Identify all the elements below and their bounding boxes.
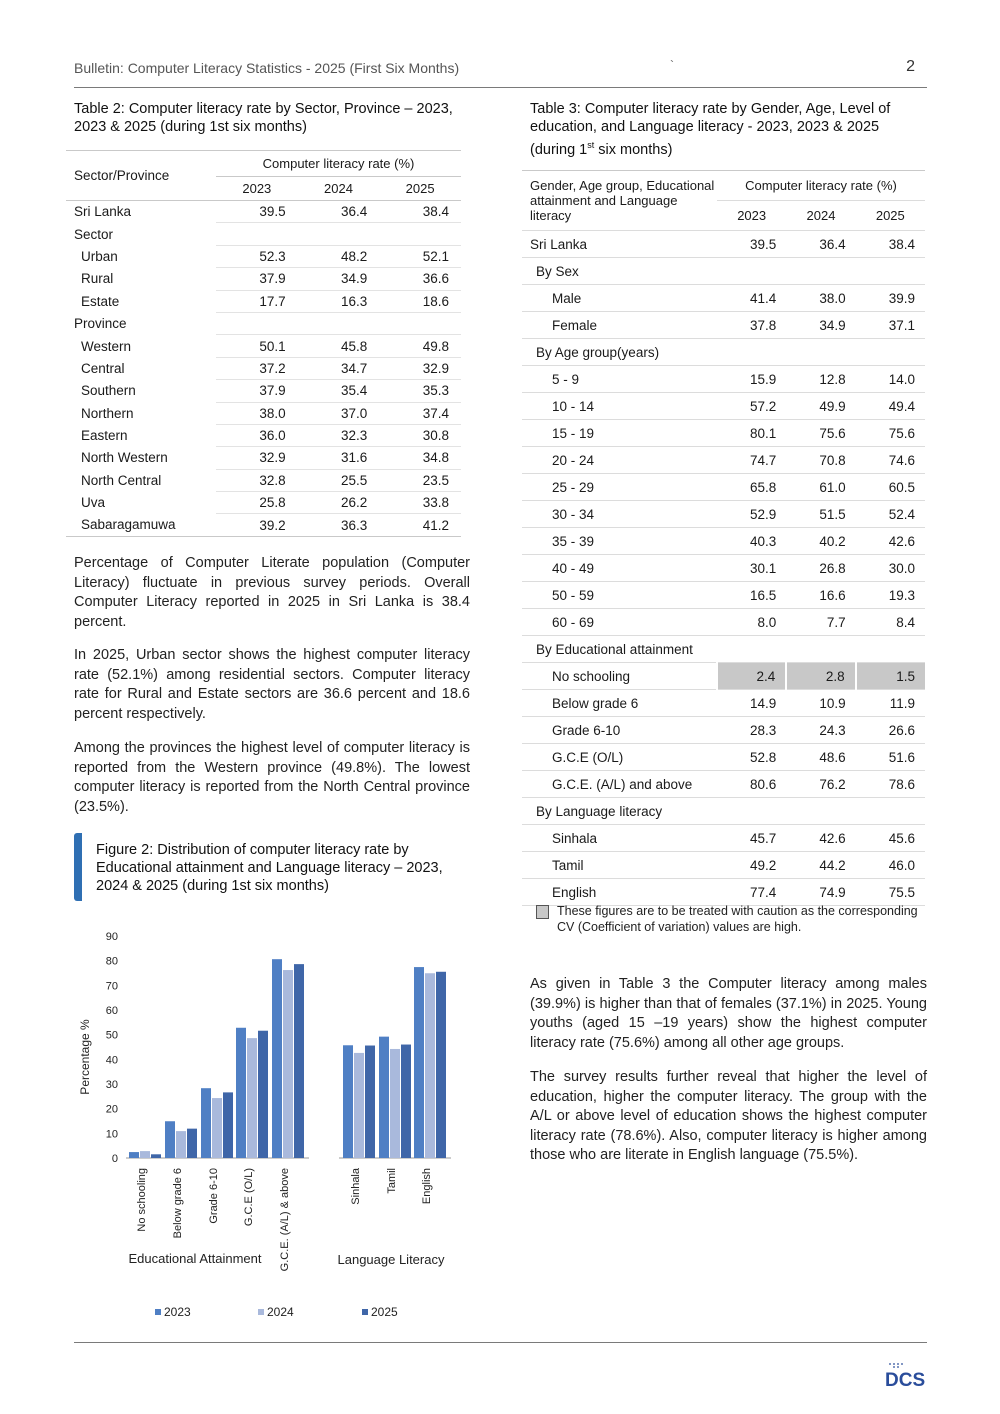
table3-row-label: No schooling [522, 663, 717, 690]
table2-year-2023: 2023 [216, 177, 298, 201]
table3-cell: 2.4 [717, 663, 786, 690]
table2-group-header: Computer literacy rate (%) [216, 151, 461, 177]
caution-note-text: These figures are to be treated with caution as the corresponding CV (Coefficient of variation) values are high. [557, 904, 918, 934]
table2-row [66, 402, 461, 424]
table3-row [522, 285, 925, 312]
table2-cell: 25.8 [216, 492, 298, 514]
footer-divider [74, 1342, 927, 1343]
table2-cell: 31.6 [298, 447, 380, 469]
caution-swatch [536, 905, 549, 919]
table3-cell: 8.4 [856, 609, 925, 636]
table3-cell: 36.4 [786, 231, 855, 258]
bar-2024 [354, 1053, 364, 1158]
category-label: Tamil [386, 1168, 398, 1194]
table3-row [522, 393, 925, 420]
table3-row [522, 663, 925, 690]
table3-cell: 45.6 [856, 825, 925, 852]
table2-cell: 37.0 [298, 402, 380, 424]
table3-row-label: 30 - 34 [522, 501, 717, 528]
table3-cell: 74.9 [786, 879, 855, 906]
table2-cell: 36.4 [298, 201, 380, 223]
table3-row [522, 771, 925, 798]
table3-cell: 52.4 [856, 501, 925, 528]
table3-cell: 51.6 [856, 744, 925, 771]
table3-row [522, 474, 925, 501]
table3-cell: 24.3 [786, 717, 855, 744]
legend-label-2025: 2025 [371, 1305, 398, 1319]
table2-cell: 37.2 [216, 357, 298, 379]
category-label: Grade 6-10 [208, 1168, 220, 1224]
y-tick-label: 30 [105, 1079, 118, 1091]
group-label-education: Educational Attainment [128, 1251, 262, 1266]
table2-cell: 32.9 [216, 447, 298, 469]
table3-cell: 40.2 [786, 528, 855, 555]
table3-cell: 80.6 [717, 771, 786, 798]
table2-cell [216, 223, 298, 245]
legend-swatch-2024 [258, 1309, 264, 1315]
table3-row-label: G.C.E (O/L) [522, 744, 717, 771]
table3-row [522, 447, 925, 474]
table2-row-label: Central [81, 360, 125, 376]
logo-dots [889, 1363, 903, 1368]
table2-row-label: Western [81, 338, 132, 354]
table2-row [66, 223, 461, 245]
table3-cell: 44.2 [786, 852, 855, 879]
table2-row [66, 245, 461, 267]
table2-row-label: Province [74, 316, 127, 332]
category-label: G.C.E (O/L) [243, 1168, 255, 1227]
y-tick-label: 40 [105, 1054, 118, 1067]
table3-row-label: 15 - 19 [522, 420, 717, 447]
table3-row [522, 609, 925, 636]
table2-cell [379, 223, 461, 245]
bar-2024 [283, 970, 293, 1158]
bar-2023 [201, 1088, 211, 1158]
table3-cell: 39.5 [717, 231, 786, 258]
table2-cell: 30.8 [379, 424, 461, 446]
table3-cell: 45.7 [717, 825, 786, 852]
table3-cell: 80.1 [717, 420, 786, 447]
table3-cell: 75.6 [856, 420, 925, 447]
table3-cell: 2.8 [786, 663, 855, 690]
group-label-language: Language Literacy [337, 1252, 445, 1267]
figure2-caption: Figure 2: Distribution of computer literacy rate by Educational attainment and Language literacy – 2023, 2024 & 2025 (during 1st six months) [96, 842, 443, 894]
table3-row-header: Gender, Age group, Educational attainment and Language literacy [522, 171, 717, 231]
table3-cell [717, 798, 786, 825]
logo-dot [889, 1363, 891, 1365]
table2-cell: 32.3 [298, 424, 380, 446]
table3-cell: 37.1 [856, 312, 925, 339]
table2-cell: 36.3 [298, 514, 380, 536]
bulletin-title: Bulletin: Computer Literacy Statistics - 2025 (First Six Months) [74, 60, 460, 76]
dcs-logo [885, 1362, 929, 1388]
table3-cell: 52.8 [717, 744, 786, 771]
bar-2025 [401, 1045, 411, 1158]
table2-row [66, 201, 461, 223]
bar-2024 [425, 973, 435, 1158]
bar-2024 [390, 1049, 400, 1158]
y-tick-label: 60 [105, 1005, 118, 1017]
table3-row [522, 825, 925, 852]
bar-2025 [365, 1046, 375, 1158]
table2-cell [298, 223, 380, 245]
table2-row-label: Estate [81, 293, 120, 309]
table3-cell: 40.3 [717, 528, 786, 555]
bar-2024 [176, 1131, 186, 1158]
category-label: G.C.E. (A/L) & above [279, 1168, 291, 1272]
table2-cell: 52.1 [379, 245, 461, 267]
table3-cell: 42.6 [786, 825, 855, 852]
bar-2025 [294, 964, 304, 1158]
paragraph-province: Among the provinces the highest level of computer literacy is reported from the Western province (49.8%). The lowest computer literacy is reported from the North Central province (23.5%). [74, 740, 470, 815]
table2-row [66, 380, 461, 402]
table2-cell: 25.5 [298, 469, 380, 491]
table2-row [66, 492, 461, 514]
table3-cell: 11.9 [856, 690, 925, 717]
table3-cell: 57.2 [717, 393, 786, 420]
legend-swatch-2023 [155, 1309, 161, 1315]
table2-row-label: North Central [81, 472, 162, 488]
table3-cell [856, 636, 925, 663]
table3-cell: 16.5 [717, 582, 786, 609]
logo-dot [893, 1363, 895, 1365]
table3-cell: 10.9 [786, 690, 855, 717]
table2-row-label: Rural [81, 271, 114, 287]
bar-2023 [379, 1037, 389, 1158]
bar-2023 [165, 1121, 175, 1158]
table3-cell: 52.9 [717, 501, 786, 528]
table3-row-label: 35 - 39 [522, 528, 717, 555]
table3-year-2024: 2024 [786, 201, 855, 231]
table2-cell: 36.6 [379, 268, 461, 290]
table2-cell: 18.6 [379, 290, 461, 312]
table3-cell: 30.0 [856, 555, 925, 582]
bar-2024 [140, 1151, 150, 1158]
table2-row-label: Sri Lanka [74, 204, 132, 220]
table2-cell: 35.4 [298, 380, 380, 402]
table2-cell: 32.8 [216, 469, 298, 491]
table3-row-label: By Educational attainment [522, 636, 717, 663]
table3-year-2025: 2025 [856, 201, 925, 231]
table2-row [66, 424, 461, 446]
table3-caption-text: Table 3: Computer literacy rate by Gender, Age, Level of education, and Language literacy - 2023, 2023 & 2025 (during 1 [530, 101, 891, 158]
y-tick-label: 70 [105, 980, 118, 993]
table2-row [66, 447, 461, 469]
table2-row-label: Northern [81, 405, 134, 421]
bar-2025 [436, 972, 446, 1158]
table2-cell: 26.2 [298, 492, 380, 514]
y-tick-label: 80 [105, 955, 118, 968]
table2-cell: 23.5 [379, 469, 461, 491]
table3-year-2023: 2023 [717, 201, 786, 231]
table3-row [522, 231, 925, 258]
table2 [66, 150, 461, 537]
table3-cell: 78.6 [856, 771, 925, 798]
table3-cell: 14.9 [717, 690, 786, 717]
table3-cell [856, 798, 925, 825]
table3-row-label: 20 - 24 [522, 447, 717, 474]
logo-dot [897, 1366, 899, 1368]
logo-dot [901, 1363, 903, 1365]
table2-cell [379, 312, 461, 334]
table3-row [522, 690, 925, 717]
bar-2023 [414, 967, 424, 1158]
category-label: Sinhala [350, 1168, 362, 1205]
bar-2023 [272, 959, 282, 1158]
table2-cell: 37.4 [379, 402, 461, 424]
table2-cell: 32.9 [379, 357, 461, 379]
table2-row-label: Sector [74, 226, 114, 242]
table3-row-label: 50 - 59 [522, 582, 717, 609]
table3-row [522, 258, 925, 285]
table3-row [522, 501, 925, 528]
paragraph-gender-age: As given in Table 3 the Computer literacy among males (39.9%) is higher than that of females (37.1%) in 2025. Young youths (aged 15 –19 years) show the highest computer literacy rate (75.6%) among all other age groups. [530, 976, 927, 1051]
table2-row-label: Uva [81, 495, 106, 511]
table3-cell: 51.5 [786, 501, 855, 528]
table3-cell: 49.4 [856, 393, 925, 420]
category-label: English [421, 1168, 433, 1205]
table3-row-label: 25 - 29 [522, 474, 717, 501]
table2-cell: 33.8 [379, 492, 461, 514]
table3-cell: 48.6 [786, 744, 855, 771]
table3-cell: 15.9 [717, 366, 786, 393]
table3-cell: 8.0 [717, 609, 786, 636]
table2-cell: 37.9 [216, 380, 298, 402]
table3 [522, 170, 925, 906]
table2-cell: 39.2 [216, 514, 298, 536]
table2-year-2024: 2024 [298, 177, 380, 201]
table3-row-label: Tamil [522, 852, 717, 879]
table3-row [522, 582, 925, 609]
table2-row-label: North Western [81, 450, 168, 466]
table3-cell: 74.7 [717, 447, 786, 474]
table2-cell [298, 312, 380, 334]
table3-row-label: 10 - 14 [522, 393, 717, 420]
y-tick-label: 50 [105, 1029, 118, 1042]
table3-row [522, 528, 925, 555]
table2-year-2025: 2025 [379, 177, 461, 201]
table3-cell: 38.4 [856, 231, 925, 258]
table3-row [522, 555, 925, 582]
table2-row [66, 312, 461, 334]
table2-cell: 39.5 [216, 201, 298, 223]
table2-row-header: Sector/Province [66, 151, 216, 201]
table2-row-label: Urban [81, 248, 118, 264]
table3-cell: 28.3 [717, 717, 786, 744]
table3-cell [717, 258, 786, 285]
table3-row-label: Sri Lanka [522, 231, 717, 258]
table3-cell: 46.0 [856, 852, 925, 879]
table3-cell: 76.2 [786, 771, 855, 798]
table2-cell [216, 312, 298, 334]
y-tick-label: 0 [111, 1153, 118, 1165]
table2-cell: 50.1 [216, 335, 298, 357]
bar-2025 [223, 1092, 233, 1158]
bar-2025 [187, 1129, 197, 1158]
table2-cell: 34.9 [298, 268, 380, 290]
bar-2024 [247, 1038, 257, 1158]
table3-cell: 49.2 [717, 852, 786, 879]
table2-cell: 41.2 [379, 514, 461, 536]
bar-2023 [236, 1028, 246, 1158]
table2-cell: 49.8 [379, 335, 461, 357]
table3-cell: 34.9 [786, 312, 855, 339]
table3-cell: 75.6 [786, 420, 855, 447]
table3-row-label: Sinhala [522, 825, 717, 852]
table3-cell [856, 258, 925, 285]
table3-cell: 14.0 [856, 366, 925, 393]
table2-cell: 35.3 [379, 380, 461, 402]
figure2-chart [74, 925, 474, 1335]
table3-cell: 39.9 [856, 285, 925, 312]
paragraph-education-language: The survey results further reveal that higher the level of education, higher the computer literacy. The group with the A/L or above level of education shows the highest computer literacy rate (78.6%). Also, computer literacy is higher among those who are literate in English language (75.5%). [530, 1069, 927, 1164]
table3-cell [786, 636, 855, 663]
bar-2025 [258, 1031, 268, 1158]
table2-row [66, 268, 461, 290]
table3-row [522, 339, 925, 366]
table3-row-label: 60 - 69 [522, 609, 717, 636]
table3-cell [856, 339, 925, 366]
table2-cell: 52.3 [216, 245, 298, 267]
table3-row-label: By Language literacy [522, 798, 717, 825]
table3-cell: 30.1 [717, 555, 786, 582]
table3-row [522, 717, 925, 744]
table3-cell: 70.8 [786, 447, 855, 474]
legend-label-2024: 2024 [267, 1305, 294, 1319]
table3-cell: 26.6 [856, 717, 925, 744]
table2-cell: 34.8 [379, 447, 461, 469]
table3-row [522, 636, 925, 663]
table3-cell: 38.0 [786, 285, 855, 312]
table3-cell: 65.8 [717, 474, 786, 501]
table2-row-label: Sabaragamuwa [66, 514, 216, 536]
table3-row [522, 312, 925, 339]
table3-cell: 75.5 [856, 879, 925, 906]
logo-text: DCS [885, 1370, 926, 1388]
table3-caption-end: six months) [594, 141, 673, 158]
page-number: 2 [906, 58, 915, 75]
table3-cell: 12.8 [786, 366, 855, 393]
table2-cell: 16.3 [298, 290, 380, 312]
table3-cell [786, 258, 855, 285]
y-tick-label: 90 [105, 931, 118, 943]
table3-row [522, 366, 925, 393]
table3-cell: 42.6 [856, 528, 925, 555]
table2-caption: Table 2: Computer literacy rate by Sector, Province – 2023, 2023 & 2025 (during 1st six months) [74, 101, 453, 135]
table3-cell: 1.5 [856, 663, 925, 690]
table3-cell: 74.6 [856, 447, 925, 474]
table3-group-header: Computer literacy rate (%) [717, 171, 925, 201]
table3-row-label: Male [522, 285, 717, 312]
table2-row [66, 469, 461, 491]
figure2-caption-block [74, 833, 464, 901]
category-label: Below grade 6 [172, 1168, 184, 1239]
category-label: No schooling [136, 1168, 148, 1232]
legend-label-2023: 2023 [164, 1305, 191, 1319]
table2-row [66, 514, 461, 536]
table2-row-label: Southern [81, 383, 136, 399]
table2-cell: 36.0 [216, 424, 298, 446]
table3-cell: 16.6 [786, 582, 855, 609]
table2-row [66, 290, 461, 312]
bar-2025 [151, 1154, 161, 1158]
table3-cell: 77.4 [717, 879, 786, 906]
table3-cell: 49.9 [786, 393, 855, 420]
y-tick-label: 10 [105, 1128, 118, 1141]
y-axis-label: Percentage % [78, 1019, 92, 1095]
table3-row [522, 798, 925, 825]
table3-caption [530, 100, 922, 159]
table3-cell [786, 339, 855, 366]
paragraph-overall: Percentage of Computer Literate population (Computer Literacy) fluctuate in previous survey periods. Overall Computer Literacy reported in 2025 in Sri Lanka is 38.4 percent. [74, 555, 470, 630]
table3-row-label: Female [522, 312, 717, 339]
table2-cell: 38.0 [216, 402, 298, 424]
table3-cell: 61.0 [786, 474, 855, 501]
table3-cell [786, 798, 855, 825]
table3-cell: 37.8 [717, 312, 786, 339]
y-tick-label: 20 [105, 1103, 118, 1116]
table2-row [66, 335, 461, 357]
table3-row-label: G.C.E. (A/L) and above [522, 771, 717, 798]
table3-row-label: 40 - 49 [522, 555, 717, 582]
table3-cell: 19.3 [856, 582, 925, 609]
bar-2024 [212, 1098, 222, 1158]
table3-cell: 7.7 [786, 609, 855, 636]
table2-cell: 48.2 [298, 245, 380, 267]
logo-dot [897, 1363, 899, 1365]
table3-row [522, 420, 925, 447]
table2-row [66, 357, 461, 379]
table3-row-label: Below grade 6 [522, 690, 717, 717]
table3-cell: 41.4 [717, 285, 786, 312]
table2-cell: 17.7 [216, 290, 298, 312]
table3-cell: 60.5 [856, 474, 925, 501]
table3-row-label: English [522, 879, 717, 906]
paragraph-sector: In 2025, Urban sector shows the highest computer literacy rate (52.1%) among residential sectors. Computer literacy rate for Rural and Estate sectors are 36.6 percent and 18.6 percent respectively. [74, 647, 470, 722]
table3-caption-sup: st [587, 140, 595, 150]
legend-swatch-2025 [362, 1309, 368, 1315]
table3-row [522, 879, 925, 906]
table3-cell [717, 636, 786, 663]
table2-cell: 45.8 [298, 335, 380, 357]
table2-row-label: Eastern [81, 428, 128, 444]
table3-row-label: By Age group(years) [522, 339, 717, 366]
caution-note [536, 903, 926, 935]
table3-row-label: Grade 6-10 [522, 717, 717, 744]
table3-cell: 26.8 [786, 555, 855, 582]
table3-cell [717, 339, 786, 366]
bar-2023 [343, 1045, 353, 1158]
table3-row [522, 852, 925, 879]
header-mark: ` [670, 58, 674, 72]
page-header [74, 58, 927, 88]
bar-2023 [129, 1152, 139, 1158]
table3-row [522, 744, 925, 771]
logo-dot [893, 1366, 895, 1368]
table2-cell: 37.9 [216, 268, 298, 290]
table2-cell: 38.4 [379, 201, 461, 223]
table3-row-label: 5 - 9 [522, 366, 717, 393]
table2-cell: 34.7 [298, 357, 380, 379]
table3-row-label: By Sex [522, 258, 717, 285]
